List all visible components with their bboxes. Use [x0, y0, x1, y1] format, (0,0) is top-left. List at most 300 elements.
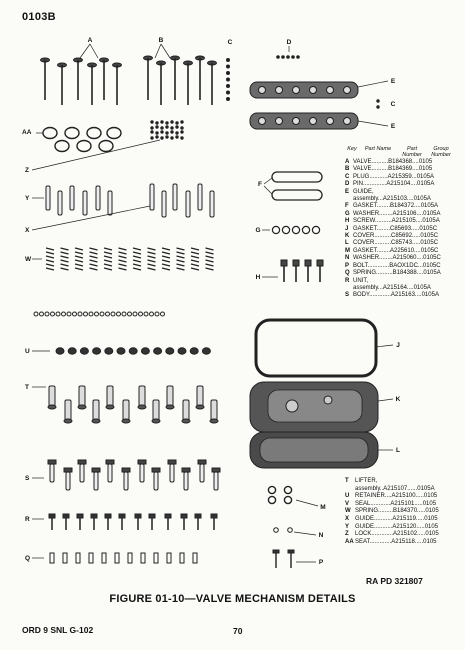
legend-key: E	[345, 188, 350, 195]
callout-aa: AA	[22, 129, 32, 136]
spring-w-coil	[90, 252, 98, 254]
spring-q	[89, 312, 93, 316]
legend-row	[345, 501, 463, 509]
legend-key: W	[345, 508, 351, 515]
lock-z	[171, 121, 173, 123]
legend-text: WASHER........A215060....0105C	[353, 255, 441, 262]
callout-x: X	[25, 227, 30, 234]
washer-g	[292, 226, 299, 233]
body-s	[80, 464, 84, 482]
lifter-t-foot	[78, 405, 86, 409]
spring-q	[78, 312, 82, 316]
retainer-u	[178, 348, 186, 354]
legend-header-key: Key	[347, 146, 357, 152]
lock-z	[181, 137, 183, 139]
body-s-cap	[152, 468, 160, 472]
seat-aa	[65, 128, 79, 139]
spring-q-small	[50, 553, 54, 563]
spring-w-coil	[61, 268, 69, 270]
legend-text: PLUG...........A215359...0105A	[353, 173, 435, 180]
legend-key: P	[345, 262, 350, 269]
spring-q	[117, 312, 121, 316]
spring-w-coil	[206, 248, 214, 250]
spring-w-coil	[104, 248, 112, 250]
callout-l: L	[396, 447, 400, 454]
spring-w-coil	[162, 264, 170, 266]
legend-text: GUIDE...........A215119.....0105	[355, 515, 438, 522]
retainer-u	[80, 348, 88, 354]
spring-q-small	[141, 553, 145, 563]
leader-line	[161, 44, 170, 58]
legend-text: LIFTER,	[355, 478, 378, 484]
legend-row	[345, 524, 463, 532]
body-s	[170, 464, 174, 482]
legend-text: COVER..........C85692.....0105C	[353, 233, 439, 240]
legend-key: C	[345, 173, 350, 180]
lifter-t	[167, 386, 173, 406]
spring-q	[73, 312, 77, 316]
guide-x	[162, 191, 166, 217]
washer-g	[302, 226, 309, 233]
legend-row	[345, 486, 463, 494]
guide-y	[46, 186, 50, 210]
lock-z	[181, 127, 183, 129]
guide-bore	[276, 118, 283, 125]
unit-r-top	[195, 514, 201, 518]
callout-n: N	[318, 532, 324, 539]
legend-key: U	[345, 493, 350, 500]
callout-w: W	[25, 256, 32, 263]
plug-c	[227, 59, 230, 62]
lock-z	[176, 122, 178, 124]
seat-aa	[107, 128, 121, 139]
legend-text: VALVE..........B184369....0105	[353, 166, 433, 173]
spring-q	[133, 312, 137, 316]
callout-s: S	[25, 475, 30, 482]
legend-row	[345, 211, 463, 218]
legend-row	[345, 189, 463, 196]
spring-w-coil	[119, 248, 127, 250]
lifter-t-foot	[48, 405, 56, 409]
seat-aa	[43, 128, 57, 139]
spring-w-coil	[75, 248, 83, 250]
callout-m: M	[320, 504, 326, 511]
lock-z	[181, 121, 183, 123]
lock-z	[176, 136, 178, 138]
spring-w-coil	[148, 248, 156, 250]
lock-z	[156, 136, 158, 138]
legend-row	[345, 478, 463, 486]
page-number: 70	[233, 626, 243, 636]
plug-c	[377, 100, 379, 102]
legend-row	[345, 508, 463, 516]
pin-d	[282, 56, 285, 59]
spring-w-coil	[148, 252, 156, 254]
guide-x	[173, 184, 177, 210]
spring-w-coil	[104, 264, 112, 266]
legend-text: BOLT.............BAOX1DC...0105C	[353, 262, 441, 269]
spring-q-small	[167, 553, 171, 563]
guide-x	[150, 184, 154, 210]
spring-w-coil	[104, 260, 112, 262]
spring-w-coil	[191, 256, 199, 258]
lifter-t	[197, 386, 203, 406]
spring-q	[122, 312, 126, 316]
legend-text: UNIT,	[353, 277, 368, 284]
ra-number: RA PD 321807	[366, 576, 423, 586]
legend-key: B	[345, 166, 350, 173]
figure-caption: FIGURE 01-10—VALVE MECHANISM DETAILS	[109, 593, 356, 605]
lifter-t-foot	[106, 405, 114, 409]
legend-row	[345, 233, 463, 240]
spring-w-coil	[119, 268, 127, 270]
legend-text: SEAL............A215101.....0105	[355, 500, 437, 507]
legend-text: SPRING..........B184388....0105A	[353, 270, 441, 277]
legend-key: J	[345, 225, 349, 232]
plug-c	[377, 106, 379, 108]
legend-text: GUIDE...........A215120.....0105	[355, 523, 439, 530]
lock-z	[161, 127, 163, 129]
legend-text: SEAT.............A215118.....0105	[355, 538, 437, 545]
spring-q	[51, 312, 55, 316]
guide-bore	[310, 118, 317, 125]
retainer-u	[154, 348, 162, 354]
spring-w-coil	[148, 260, 156, 262]
plug-c	[227, 91, 230, 94]
legend-text: assembly...A215103....0105A	[353, 196, 431, 203]
legend-row	[345, 531, 463, 539]
legend-row	[345, 226, 463, 233]
lifter-t	[79, 386, 85, 406]
legend-text: GUIDE,	[353, 188, 374, 195]
legend-text: assembly...A215164....0105A	[353, 284, 431, 291]
leader-line	[90, 44, 98, 58]
retainer-u	[190, 348, 198, 354]
lifter-t	[65, 400, 71, 420]
legend-text: VALVE..........B184368....0105	[353, 159, 433, 165]
leader-line	[358, 121, 388, 126]
lifter-t-foot	[166, 405, 174, 409]
legend-row	[345, 493, 463, 501]
gasket-m	[284, 486, 291, 493]
plug-c	[227, 85, 230, 88]
spring-w-coil	[119, 260, 127, 262]
spring-w-coil	[61, 256, 69, 258]
unit-r-top	[165, 514, 171, 518]
lock-z	[176, 132, 178, 134]
retainer-u	[129, 348, 137, 354]
lock-z	[166, 136, 168, 138]
lock-z	[166, 126, 168, 128]
body-s-cap	[106, 460, 114, 464]
callout-p: P	[318, 559, 324, 566]
legend-text: GASKET........C85693.....0105C	[353, 225, 438, 232]
spring-q	[95, 312, 99, 316]
lifter-t	[183, 400, 189, 420]
legend-key: M	[345, 247, 350, 254]
leader-line	[376, 345, 393, 347]
legend-text: SCREW..........A215105....0105A	[353, 218, 440, 225]
unit-r-top	[105, 514, 111, 518]
screw-h-head	[317, 260, 323, 266]
spring-w-coil	[104, 252, 112, 254]
guide-y	[70, 186, 74, 210]
spring-w-coil	[177, 248, 185, 250]
seat-aa	[87, 128, 101, 139]
guide-bore	[293, 87, 300, 94]
legend-key	[345, 486, 355, 494]
guide-x	[210, 191, 214, 217]
spring-w-coil	[75, 268, 83, 270]
spring-q	[128, 312, 132, 316]
body-s-cap	[182, 468, 190, 472]
spring-w-coil	[177, 256, 185, 258]
spring-w-coil	[104, 268, 112, 270]
spring-w-coil	[133, 260, 141, 262]
legend-key: T	[345, 478, 349, 484]
guide-bore	[293, 118, 300, 125]
bolt-p-head	[273, 550, 279, 553]
callout-f: F	[258, 181, 262, 188]
guide-bore	[276, 87, 283, 94]
body-s	[66, 472, 70, 490]
spring-w-coil	[75, 252, 83, 254]
lifter-t-foot	[138, 405, 146, 409]
washer-g	[312, 226, 319, 233]
leader-line	[378, 399, 393, 401]
guide-assembly-e	[250, 113, 358, 129]
spring-w-coil	[61, 260, 69, 262]
spring-w-coil	[119, 264, 127, 266]
spring-w-coil	[61, 248, 69, 250]
legend-key: F	[345, 203, 349, 210]
unit-r-top	[119, 514, 125, 518]
legend-key: X	[345, 515, 350, 522]
lock-z	[151, 121, 153, 123]
spring-w-coil	[177, 264, 185, 266]
guide-bore	[344, 87, 351, 94]
leader-line	[296, 500, 318, 506]
gasket-m	[268, 496, 275, 503]
spring-w-coil	[206, 260, 214, 262]
body-s	[50, 464, 54, 482]
legend-row	[345, 292, 463, 299]
unit-r-top	[149, 514, 155, 518]
spring-w-coil	[104, 256, 112, 258]
legend-row	[345, 278, 463, 285]
body-s-cap	[212, 468, 220, 472]
lifter-t-foot	[64, 419, 72, 423]
plug-c	[227, 72, 230, 75]
spring-w-coil	[162, 248, 170, 250]
legend-key: S	[345, 292, 350, 299]
legend-header	[345, 146, 463, 158]
leader-line	[264, 186, 272, 194]
spring-q	[161, 312, 165, 316]
legend-row	[345, 248, 463, 255]
legend-text: assembly..A215107......0105A	[355, 485, 435, 492]
spring-w-coil	[191, 252, 199, 254]
legend-key: Y	[345, 523, 350, 530]
guide-bore	[327, 87, 334, 94]
cover-l-inner	[260, 438, 368, 462]
callout-d: D	[286, 39, 292, 46]
callout-e: E	[390, 123, 396, 130]
spring-w-coil	[119, 256, 127, 258]
plug-c	[227, 78, 230, 81]
gasket-m	[268, 486, 275, 493]
cover-k-boss	[286, 400, 298, 412]
spring-q-small	[89, 553, 93, 563]
guide-bore	[344, 118, 351, 125]
retainer-u	[202, 348, 210, 354]
washer-g	[282, 226, 289, 233]
lock-z	[161, 131, 163, 133]
callout-y: Y	[25, 195, 30, 202]
spring-q	[155, 312, 159, 316]
unit-r-top	[211, 514, 217, 518]
callout-r: R	[25, 516, 30, 523]
legend-key: G	[345, 210, 350, 217]
spring-q	[139, 312, 143, 316]
lock-z	[166, 122, 168, 124]
unit-r-top	[77, 514, 83, 518]
body-s-cap	[92, 468, 100, 472]
plug-c	[227, 65, 230, 68]
spring-w-coil	[148, 256, 156, 258]
lifter-t	[211, 400, 217, 420]
lifter-t	[107, 386, 113, 406]
screw-h-head	[281, 260, 287, 266]
lock-z	[156, 132, 158, 134]
legend-header-part-name: Part Name	[364, 146, 392, 152]
lifter-t-foot	[196, 405, 204, 409]
legend-header-part-number: Part Number	[402, 146, 422, 158]
legend-row	[345, 255, 463, 262]
spring-w-coil	[191, 248, 199, 250]
callout-b: B	[158, 37, 164, 44]
lock-z	[151, 127, 153, 129]
spring-q-small	[115, 553, 119, 563]
spring-w-coil	[46, 264, 54, 266]
spring-w-coil	[162, 252, 170, 254]
guide-y	[108, 191, 112, 215]
spring-w-coil	[162, 256, 170, 258]
legend-key: N	[345, 255, 350, 262]
lifter-t	[49, 386, 55, 406]
gasket-m	[284, 496, 291, 503]
lock-z	[161, 137, 163, 139]
lock-z	[171, 127, 173, 129]
callout-t: T	[25, 384, 29, 391]
callout-a: A	[87, 37, 93, 44]
legend-row	[345, 174, 463, 181]
guide-bore	[259, 118, 266, 125]
spring-q	[111, 312, 115, 316]
legend-row	[345, 240, 463, 247]
leader-line	[32, 140, 160, 170]
spring-w-coil	[133, 252, 141, 254]
leader-line	[155, 44, 161, 58]
gasket-f	[272, 172, 322, 182]
callout-z: Z	[25, 167, 29, 174]
spring-w-coil	[148, 268, 156, 270]
legend-row	[345, 285, 463, 292]
legend-key: D	[345, 181, 350, 188]
spring-q	[100, 312, 104, 316]
spring-q-small	[76, 553, 80, 563]
legend-row	[345, 218, 463, 225]
lock-z	[151, 137, 153, 139]
spring-w-coil	[191, 264, 199, 266]
spring-w-coil	[162, 260, 170, 262]
legend-row	[345, 166, 463, 173]
spring-q	[144, 312, 148, 316]
legend-text: BODY.............A215163....0105A	[353, 292, 439, 299]
lock-z	[156, 126, 158, 128]
spring-w-coil	[162, 268, 170, 270]
screw-h-head	[293, 260, 299, 266]
lock-z	[166, 132, 168, 134]
pin-d	[287, 56, 290, 59]
retainer-u	[117, 348, 125, 354]
legend-key: H	[345, 218, 350, 225]
spring-q	[34, 312, 38, 316]
spring-w-coil	[191, 260, 199, 262]
body-s-cap	[198, 460, 206, 464]
spring-w-coil	[133, 256, 141, 258]
unit-r-top	[91, 514, 97, 518]
leader-line	[294, 532, 316, 535]
lifter-t	[139, 386, 145, 406]
lock-z	[156, 122, 158, 124]
spring-w-coil	[46, 256, 54, 258]
bolt-p-head	[288, 550, 294, 553]
lock-z	[171, 131, 173, 133]
legend-text: LOCK.............A215102.....0105	[355, 531, 439, 538]
retainer-u	[166, 348, 174, 354]
legend-key: Q	[345, 270, 350, 277]
spring-q-small	[193, 553, 197, 563]
screw-h-head	[305, 260, 311, 266]
cover-k-boss	[324, 396, 332, 404]
lock-z	[171, 137, 173, 139]
spring-w-coil	[90, 248, 98, 250]
legend-row	[345, 181, 463, 188]
legend-key: K	[345, 233, 350, 240]
legend-row	[345, 196, 463, 203]
legend-text: SPRING.........B184370.....0105	[355, 508, 439, 515]
spring-w-coil	[206, 268, 214, 270]
leader-line	[358, 81, 388, 87]
washer-g	[272, 226, 279, 233]
spring-w-coil	[46, 248, 54, 250]
legend-key: A	[345, 159, 350, 165]
spring-w-coil	[46, 252, 54, 254]
legend-text: WASHER........A215106....0105A	[353, 210, 441, 217]
legend-key	[345, 285, 353, 292]
legend-row	[345, 263, 463, 270]
legend-text: GASKET........B184372....0105A	[353, 203, 439, 210]
spring-w-coil	[46, 260, 54, 262]
lifter-t-foot	[152, 419, 160, 423]
spring-w-coil	[75, 256, 83, 258]
legend-key	[345, 196, 353, 203]
spring-q	[106, 312, 110, 316]
leader-line	[264, 178, 272, 184]
spring-q	[56, 312, 60, 316]
legend-key: V	[345, 500, 350, 507]
